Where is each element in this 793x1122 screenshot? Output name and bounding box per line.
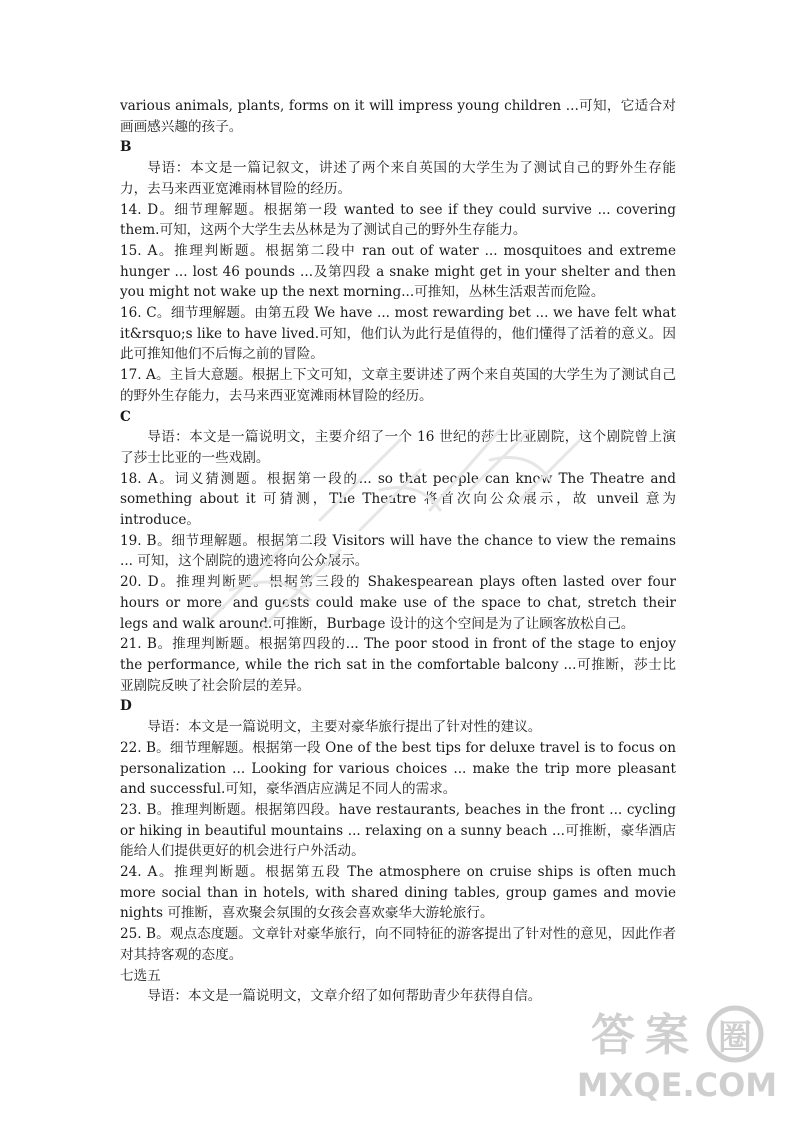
document-body <box>120 96 676 1007</box>
paragraph-11: 20. D。推理判断题。根据第三段的 Shakespearean plays often lasted over four hours or more, and guests could make use of the space to chat, stretch their legs and walk around.可推断，Burbage 设计的这个空间是为了让顾客放松自己。 <box>120 574 676 632</box>
paragraph-2: 导语：本文是一篇记叙文，讲述了两个来自英国的大学生为了测试自己的野外生存能力，去马来西亚宽滩雨林冒险的经历。 <box>120 160 676 197</box>
paragraph-8: 导语：本文是一篇说明文，主要介绍了一个 16 世纪的莎士比亚剧院，这个剧院曾上演了莎士比亚的一些戏剧。 <box>120 429 676 466</box>
paragraph-14: 导语：本文是一篇说明文，主要对豪华旅行提出了针对性的建议。 <box>147 719 542 736</box>
paragraph-0: various animals, plants, forms on it will impress young children ...可知，它适合对画画感兴趣的孩子。 <box>120 98 676 135</box>
logo-site-text: MXQE.COM <box>576 1066 778 1104</box>
paragraph-5: 16. C。细节理解题。由第五段 We have ... most rewarding bet ... we have felt what it&rsquo;s like to have lived.可知，他们认为此行是值得的，他们懂得了活着的意义。因此可推知他们不后悔之前的冒险。 <box>120 305 676 363</box>
logo-char-1: 答 <box>591 1010 635 1061</box>
answer-circle-logo <box>576 992 778 1104</box>
logo-char-3: 圈 <box>718 1018 752 1058</box>
paragraph-18: 25. B。观点态度题。文章针对豪华旅行，向不同特征的游客提出了针对性的意见，因此作者对其持客观的态度。 <box>120 926 676 963</box>
paragraph-16: 23. B。推理判断题。根据第四段。have restaurants, beaches in the front ... cycling or hiking in beautiful mountains ... relaxing on a sunny beach ...可推断，豪华酒店能给人们提供更好的机会进行户外活动。 <box>120 801 676 860</box>
paragraph-17: 24. A。推理判断题。根据第五段 The atmosphere on cruise ships is often much more social than in hotels, with shared dining tables, group games and movie nights 可推断，喜欢聚会氛围的女孩会喜欢豪华大游轮旅行。 <box>120 864 676 922</box>
paragraph-20: 导语：本文是一篇说明文，文章介绍了如何帮助青少年获得自信。 <box>147 988 542 1005</box>
paragraph-19: 七选五 <box>120 967 161 984</box>
paragraph-9: 18. A。词义猜测题。根据第一段的... so that people can know The Theatre and something about it 可猜测，The Theatre 将首次向公众展示，故 unveil 意为 introduce。 <box>120 470 676 529</box>
paragraph-1: B <box>120 139 132 156</box>
paragraph-12: 21. B。推理判断题。根据第四段的... The poor stood in front of the stage to enjoy the performance, while the rich sat in the comfortable balcony ...可推断，莎士比亚剧院反映了社会阶层的差异。 <box>120 636 676 694</box>
paragraph-4: 15. A。推理判断题。根据第二段中 ran out of water ... mosquitoes and extreme hunger ... lost 46 pounds ...及第四段 a snake might get in your shelter and then you might not wake up the next morning...可推知，丛林生活艰苦而危险。 <box>120 242 676 301</box>
logo-char-2: 案 <box>645 1010 689 1061</box>
paragraph-15: 22. B。细节理解题。根据第一段 One of the best tips for deluxe travel is to focus on personalization ... Looking for various choices ... make the trip more pleasant and successful.可知，豪华酒店应满足不同人的需求。 <box>120 739 676 798</box>
paragraph-6: 17. A。主旨大意题。根据上下文可知，文章主要讲述了两个来自英国的大学生为了测试自己的野外生存能力，去马来西亚宽滩雨林冒险的经历。 <box>120 367 676 404</box>
paragraph-7: C <box>120 408 131 425</box>
paragraph-3: 14. D。细节理解题。根据第一段 wanted to see if they could survive ... covering them.可知，这两个大学生去丛林是为了测试自己的野外生存能力。 <box>120 201 676 239</box>
paragraph-10: 19. B。细节理解题。根据第二段 Visitors will have the chance to view the remains ... 可知，这个剧院的遗迹将向公众展示。 <box>120 532 676 570</box>
paragraph-13: D <box>120 698 132 715</box>
